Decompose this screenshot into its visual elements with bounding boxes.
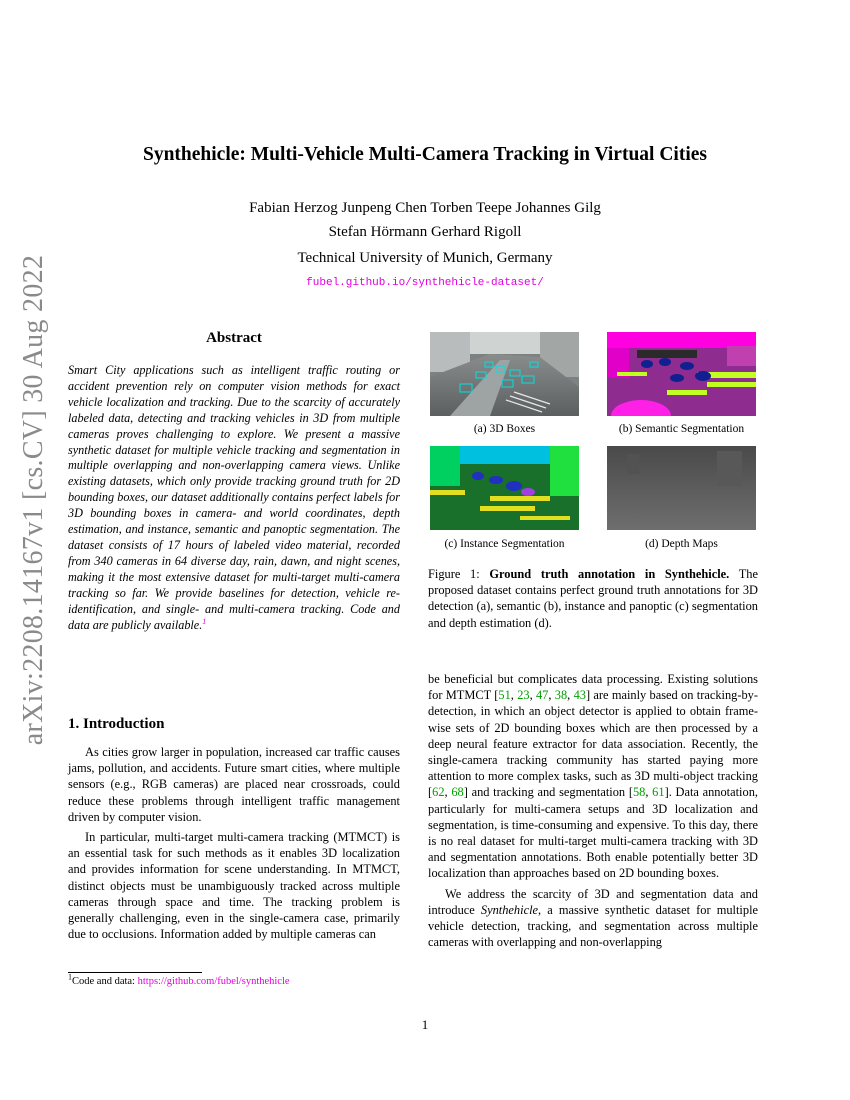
intro-paragraph-4 bbox=[428, 886, 758, 951]
figure-caption-title: Ground truth annotation in Synthehicle. bbox=[489, 567, 730, 581]
authors-line-1: Fabian Herzog Junpeng Chen Torben Teepe Johannes Gilg bbox=[249, 200, 601, 216]
text-run: ] are mainly based on tracking-by-detection, in which an object detector is applied to obtain frame-wise sets of 2D bounding boxes which are then processed by a deep neural feature extractor for data association. Recently, the single-camera tracking community has started paying more attention to more complex tasks, such as 3D multi-object tracking [ bbox=[428, 688, 758, 800]
citation-link[interactable]: 47 bbox=[535, 688, 549, 703]
page-number: 1 bbox=[421, 1017, 429, 1032]
figure-subcaption-a: (a) 3D Boxes bbox=[473, 423, 536, 435]
footnote-number: 1 bbox=[68, 972, 72, 982]
section-heading-introduction: 1. Introduction bbox=[68, 716, 165, 732]
abstract-body bbox=[68, 363, 400, 633]
text-run: be beneficial but complicates data processing. Existing solutions for MTMCT [ bbox=[428, 672, 758, 703]
citation-link[interactable]: 23 bbox=[517, 688, 530, 703]
citation-link[interactable]: 58 bbox=[632, 785, 646, 800]
footnote-label: Code and data: bbox=[72, 976, 138, 987]
footnote-rule bbox=[68, 972, 202, 973]
citation-link[interactable]: 62 bbox=[432, 785, 445, 800]
text-run: ] and tracking and segmentation [ bbox=[463, 785, 633, 800]
figure-panel-depth-maps bbox=[607, 446, 756, 530]
dataset-name: Synthehicle bbox=[480, 902, 539, 917]
figure-subcaption-c: (c) Instance Segmentation bbox=[444, 538, 565, 550]
text-run: , a massive synthetic dataset for multiple vehicle detection, tracking, and segmentation across multiple cameras with overlapping and non-overlapping bbox=[428, 902, 759, 950]
text-run: ]. Data annotation, particularly for multi-camera setups and 3D localization and segmentation, is time-consuming and expensive. To this day, there is no real dataset for multi-target multi-camera tracking with 3D and segmentation annotations. Both enable potentially better 3D localization than approaches based on 2D bounding boxes. bbox=[428, 785, 758, 881]
footnote-code-link[interactable]: https://github.com/fubel/synthehicle bbox=[137, 976, 290, 987]
footnote bbox=[68, 972, 400, 987]
intro-left-column bbox=[68, 744, 400, 946]
paper-title: Synthehicle: Multi-Vehicle Multi-Camera Tracking in Virtual Cities bbox=[142, 144, 707, 165]
figure-caption bbox=[428, 566, 758, 631]
figure-subcaption-d: (d) Depth Maps bbox=[645, 538, 718, 550]
intro-right-column bbox=[428, 671, 758, 954]
intro-paragraph-2: In particular, multi-target multi-camera tracking (MTMCT) is an essential task for such methods as it enables 3D localization and provides information for scene understanding. In MTMCT, distinct objects must be unambiguously tracked across multiple cameras through space and time. The tracking problem is generally challenging, even in the single-camera case, primarily due to occlusions. Information added by multiple cameras can bbox=[68, 830, 400, 942]
abstract-heading: Abstract bbox=[206, 330, 262, 346]
text-run: We address the scarcity of 3D and segmentation data and introduce bbox=[428, 886, 758, 917]
arxiv-identifier: arXiv:2208.14167v1 [cs.CV] 30 Aug 2022 bbox=[18, 254, 49, 746]
figure-caption-text: The proposed dataset contains perfect ground truth annotations for 3D detection (a), semantic (b), instance and panoptic (c) segmentation and depth estimation (d). bbox=[428, 567, 758, 630]
citation-link[interactable]: 61 bbox=[652, 785, 665, 800]
authors-line-2: Stefan Hörmann Gerhard Rigoll bbox=[328, 224, 522, 240]
project-url-link[interactable]: fubel.github.io/synthehicle-dataset/ bbox=[306, 277, 544, 289]
citation-link[interactable]: 43 bbox=[573, 688, 586, 703]
intro-paragraph-3: be beneficial but complicates data processing. Existing solutions for MTMCT [51, 23, 47, 38, 43] are mainly based on tracking-by-detection, in which an object detector is applied to obtain frame-wise sets of 2D bounding boxes which are then processed by a deep neural feature extractor for data association. Recently, the single-camera tracking community has started paying more attention to more complex tasks, such as 3D multi-object tracking [62, 68] and tracking and segmentation [58, 61]. Data annotation, particularly for multi-camera setups and 3D localization and segmentation, is time-consuming and expensive. To this day, there is no real dataset for multi-target multi-camera tracking with 3D and segmentation annotations. Both enable potentially better 3D localization than approaches based on 2D bounding boxes. bbox=[428, 672, 758, 881]
figure-panel-instance-segmentation bbox=[430, 446, 579, 530]
citation-link[interactable]: 68 bbox=[451, 785, 464, 800]
affiliation: Technical University of Munich, Germany bbox=[297, 250, 553, 266]
figure-caption-label: Figure 1: bbox=[428, 567, 490, 581]
figure-panel-3d-boxes bbox=[430, 332, 579, 416]
figure-subcaption-b: (b) Semantic Segmentation bbox=[618, 423, 745, 435]
footnote-marker[interactable]: 1 bbox=[202, 616, 207, 626]
figure-panel-semantic-segmentation bbox=[607, 332, 756, 416]
citation-link[interactable]: 38 bbox=[554, 688, 568, 703]
intro-paragraph-1: As cities grow larger in population, increased car traffic causes jams, pollution, and accidents. Future smart cities, where multiple sensors (e.g., RGB cameras) are placed near crossroads, could reduce these problems through intelligent traffic management driven by computer vision. bbox=[68, 745, 400, 824]
citation-link[interactable]: 51 bbox=[498, 688, 511, 703]
abstract-text: Smart City applications such as intelligent traffic routing or accident prevention rely on computer vision methods for exact vehicle localization and tracking. Due to the scarcity of accurately labeled data, detecting and tracking vehicles in 3D from multiple cameras proves challenging to explore. We present a massive synthetic dataset for multiple vehicle tracking and segmentation in multiple overlapping and non-overlapping camera views. Unlike existing datasets, which only provide tracking ground truth for 2D bounding boxes, our dataset additionally contains perfect labels for 3D bounding boxes in camera- and world coordinates, depth estimation, and instance, semantic and panoptic segmentation. The dataset consists of 17 hours of labeled video material, recorded from 340 cameras in 64 diverse day, rain, dawn, and night scenes, making it the most extensive dataset for multi-target multi-camera tracking so far. We provide baselines for detection, vehicle re-identification, and single- and multi-camera tracking. Code and data are publicly available. bbox=[68, 363, 400, 632]
